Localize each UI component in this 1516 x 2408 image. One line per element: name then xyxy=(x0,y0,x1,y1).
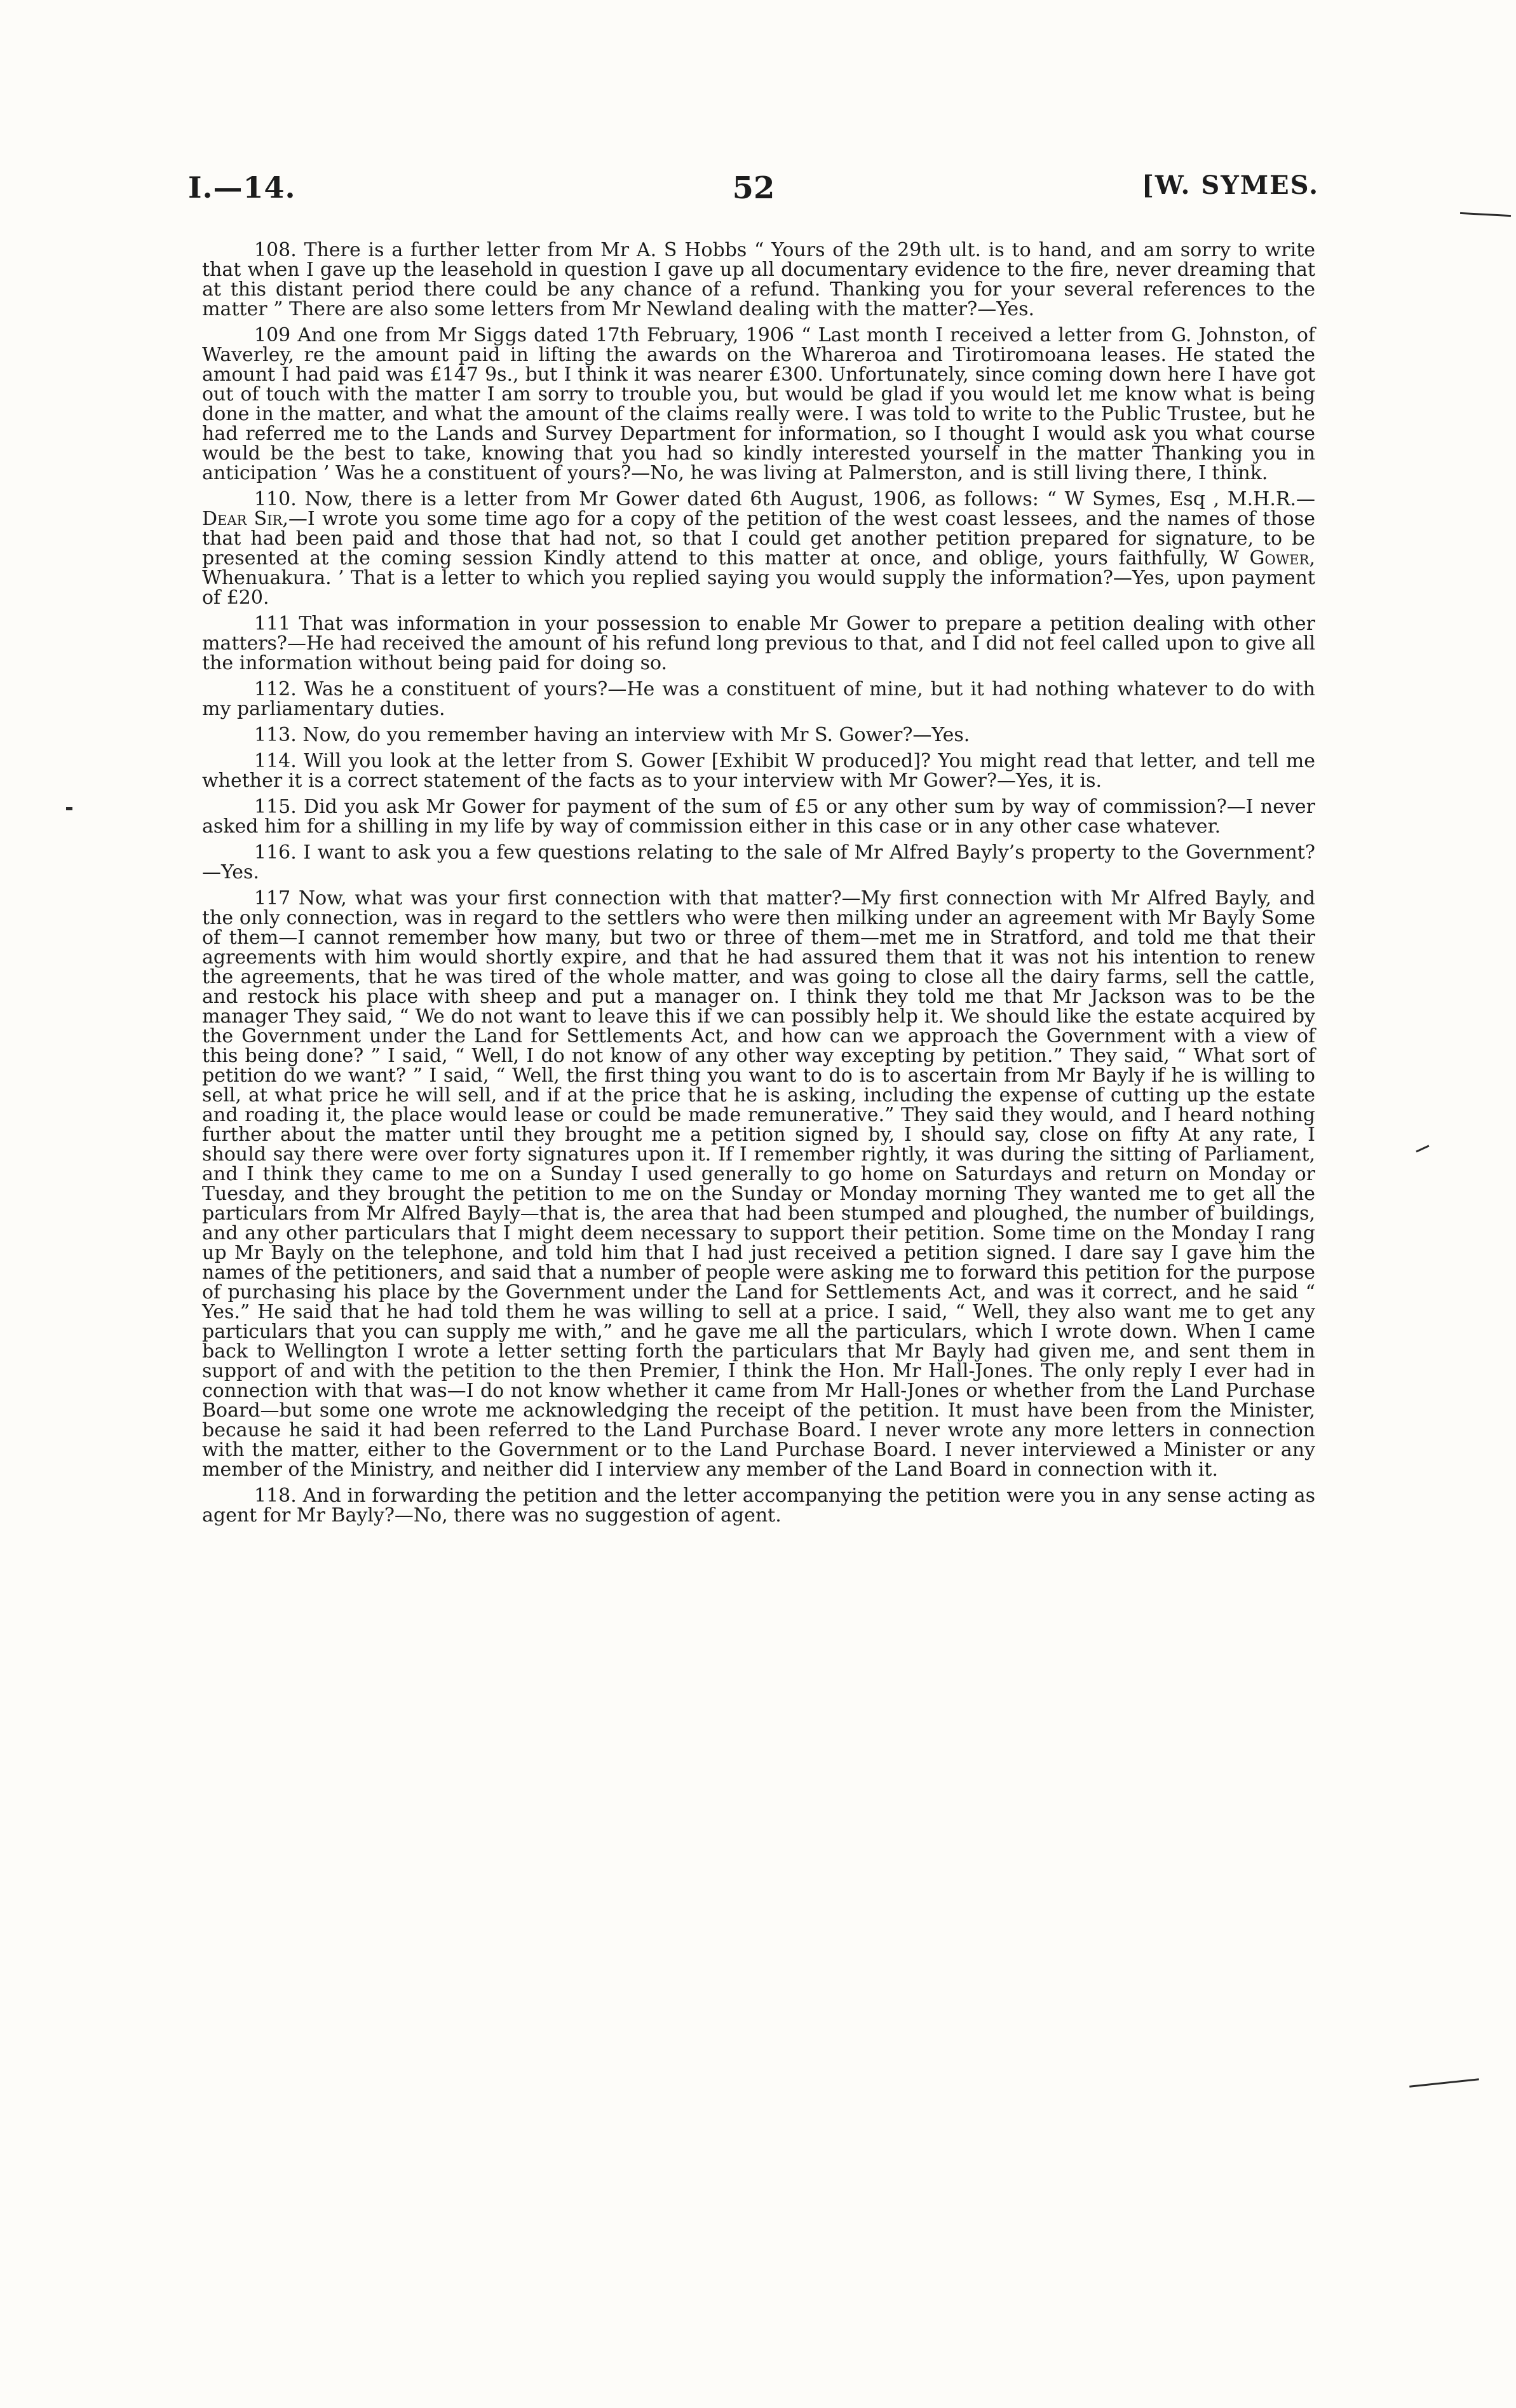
question-113: 113. Now, do you remember having an interview with Mr S. Gower?—Yes. xyxy=(254,724,970,746)
letter-salutation: Dear Sir xyxy=(202,508,283,530)
margin-mark-right-middle xyxy=(1416,1145,1429,1152)
margin-mark-right-lower xyxy=(1409,2078,1479,2087)
margin-mark-top-right xyxy=(1460,212,1511,217)
question-112: 112. Was he a constituent of yours?—He was a constituent of mine, but it had nothing whatever to do with my parliamentary duties. xyxy=(202,678,1315,720)
question-110-text-before: 110. Now, there is a letter from Mr Gower dated 6th August, 1906, as follows: “ W Symes, Esq , M.H.R.— xyxy=(254,488,1315,510)
parliamentary-paper-reference: I.—14. xyxy=(188,170,296,205)
question-116: 116. I want to ask you a few questions relating to the sale of Mr Alfred Bayly’s property to the Government?—Yes. xyxy=(202,841,1315,883)
question-117: 117 Now, what was your first connection with that matter?—My first connection with Mr Alfred Bayly, and the only connection, was in regard to the settlers who were then milking under an agreement with Mr Bayly Some of them—I cannot remember how many, but two or three of them—met me in Stratford, and told me that their agreements with him would shortly expire, and that he had assured them that it was not his intention to renew the agreements, that he was tired of the whole matter, and was going to close all the dairy farms, sell the cattle, and restock his place with sheep and put a manager on. I think they told me that Mr Jackson was to be the manager They said, “ We do not want to leave this if we can possibly help it. We should like the estate acquired by the Government under the Land for Settlements Act, and how can we approach the Government with a view of this being done? ” I said, “ Well, I do not know of any other way excepting by petition.” They said, “ What sort of petition do we want? ” I said, “ Well, the first thing you want to do is to ascertain from Mr Bayly if he is willing to sell, at what price he will sell, and if at the price that he is asking, including the expense of cutting up the estate and roading it, the place would lease or could be made remunerative.” They said they would, and I heard nothing further about the matter until they brought me a petition signed by, I should say, close on fifty At any rate, I should say there were over forty signatures upon it. If I remember rightly, it was during the sitting of Parliament, and I think they came to me on a Sunday I used generally to go home on Saturdays and return on Monday or Tuesday, and they brought the petition to me on the Sunday or Monday morning They wanted me to get all the particulars from Mr Alfred Bayly—that is, the area that had been stumped and ploughed, the number of buildings, and any other particulars that I might deem necessary to support their petition. Some time on the Monday I rang up Mr Bayly on the telephone, and told him that I had just received a petition signed. I dare say I gave him the names of the petitioners, and said that a number of people were asking me to forward this petition for the purpose of purchasing his place by the Government under the Land for Settlements Act, and was it correct, and he said “ Yes.” He said that he had told them he was willing to sell at a price. I said, “ Well, they also want me to get any particulars that you can supply me with,” and he gave me all the particulars, which I wrote down. When I came back to Wellington I wrote a letter setting forth the particulars that Mr Bayly had given me, and sent them in support of and with the petition to the then Premier, I think the Hon. Mr Hall-Jones. The only reply I ever had in connection with that was—I do not know whether it came from Mr Hall-Jones or whether from the Land Purchase Board—but some one wrote me acknowledging the receipt of the petition. It must have been from the Minister, because he said it had been referred to the Land Purchase Board. I never wrote any more letters in connection with the matter, either to the Government or to the Land Purchase Board. I never interviewed a Minister or any member of the Ministry, and neither did I interview any member of the Land Board in connection with it. xyxy=(202,887,1315,1481)
page-header xyxy=(188,170,1319,215)
question-109: 109 And one from Mr Siggs dated 17th February, 1906 “ Last month I received a letter from G. Johnston, of Waverley, re the amount paid in lifting the awards on the Whareroa and Tirotiromoana leases. He stated the amount I had paid was £147 9s., but I think it was nearer £300. Unfortunately, since coming down here I have got out of touch with the matter I am sorry to trouble you, but would be glad if you would let me know what is being done in the matter, and what the amount of the claims really were. I was told to write to the Public Trustee, but he had referred me to the Lands and Survey Department for information, so I thought I would ask you what course would be the best to take, knowing that you had so kindly interested yourself in the matter Thanking you in anticipation ’ Was he a constituent of yours?—No, he was living at Palmerston, and is still living there, I think. xyxy=(202,324,1315,484)
testimony-body xyxy=(202,240,1315,1532)
question-108: 108. There is a further letter from Mr A. S Hobbs “ Yours of the 29th ult. is to hand, and am sorry to write that when I gave up the leasehold in question I gave up all documentary evidence to the fire, never dreaming that at this distant period there could be any chance of a refund. Thanking you for your several references to the matter ” There are also some letters from Mr Newland dealing with the matter?—Yes. xyxy=(202,239,1315,320)
letter-signature: Gower xyxy=(1249,547,1310,569)
question-111: 111 That was information in your possession to enable Mr Gower to prepare a petition dealing with other matters?—He had received the amount of his refund long previous to that, and I did not feel called upon to give all the information without being paid for doing so. xyxy=(202,613,1315,674)
question-118: 118. And in forwarding the petition and the letter accompanying the petition were you in any sense acting as agent for Mr Bayly?—No, there was no suggestion of agent. xyxy=(202,1485,1315,1527)
margin-mark-left xyxy=(66,807,72,810)
witness-name: [W. SYMES. xyxy=(1141,170,1319,200)
page-number: 52 xyxy=(732,170,775,206)
question-110-text-middle: ,—I wrote you some time ago for a copy of the petition of the west coast lessees, and the names of those that had been paid and those that had not, so that I could get another petition prepared for signature, to be presented at the coming session Kindly attend to this matter at once, and oblige, yours faithfully, W xyxy=(202,508,1315,569)
question-114: 114. Will you look at the letter from S. Gower [Exhibit W produced]? You might read that letter, and tell me whether it is a correct statement of the facts as to your interview with Mr Gower?—Yes, it is. xyxy=(202,750,1315,792)
question-110 xyxy=(202,489,1315,608)
question-110-text-after: , Whenuakura. ’ That is a letter to which you replied saying you would supply the information?—Yes, upon payment of £20. xyxy=(202,547,1315,609)
question-115: 115. Did you ask Mr Gower for payment of the sum of £5 or any other sum by way of commission?—I never asked him for a shilling in my life by way of commission either in this case or in any other case whatever. xyxy=(202,796,1315,838)
